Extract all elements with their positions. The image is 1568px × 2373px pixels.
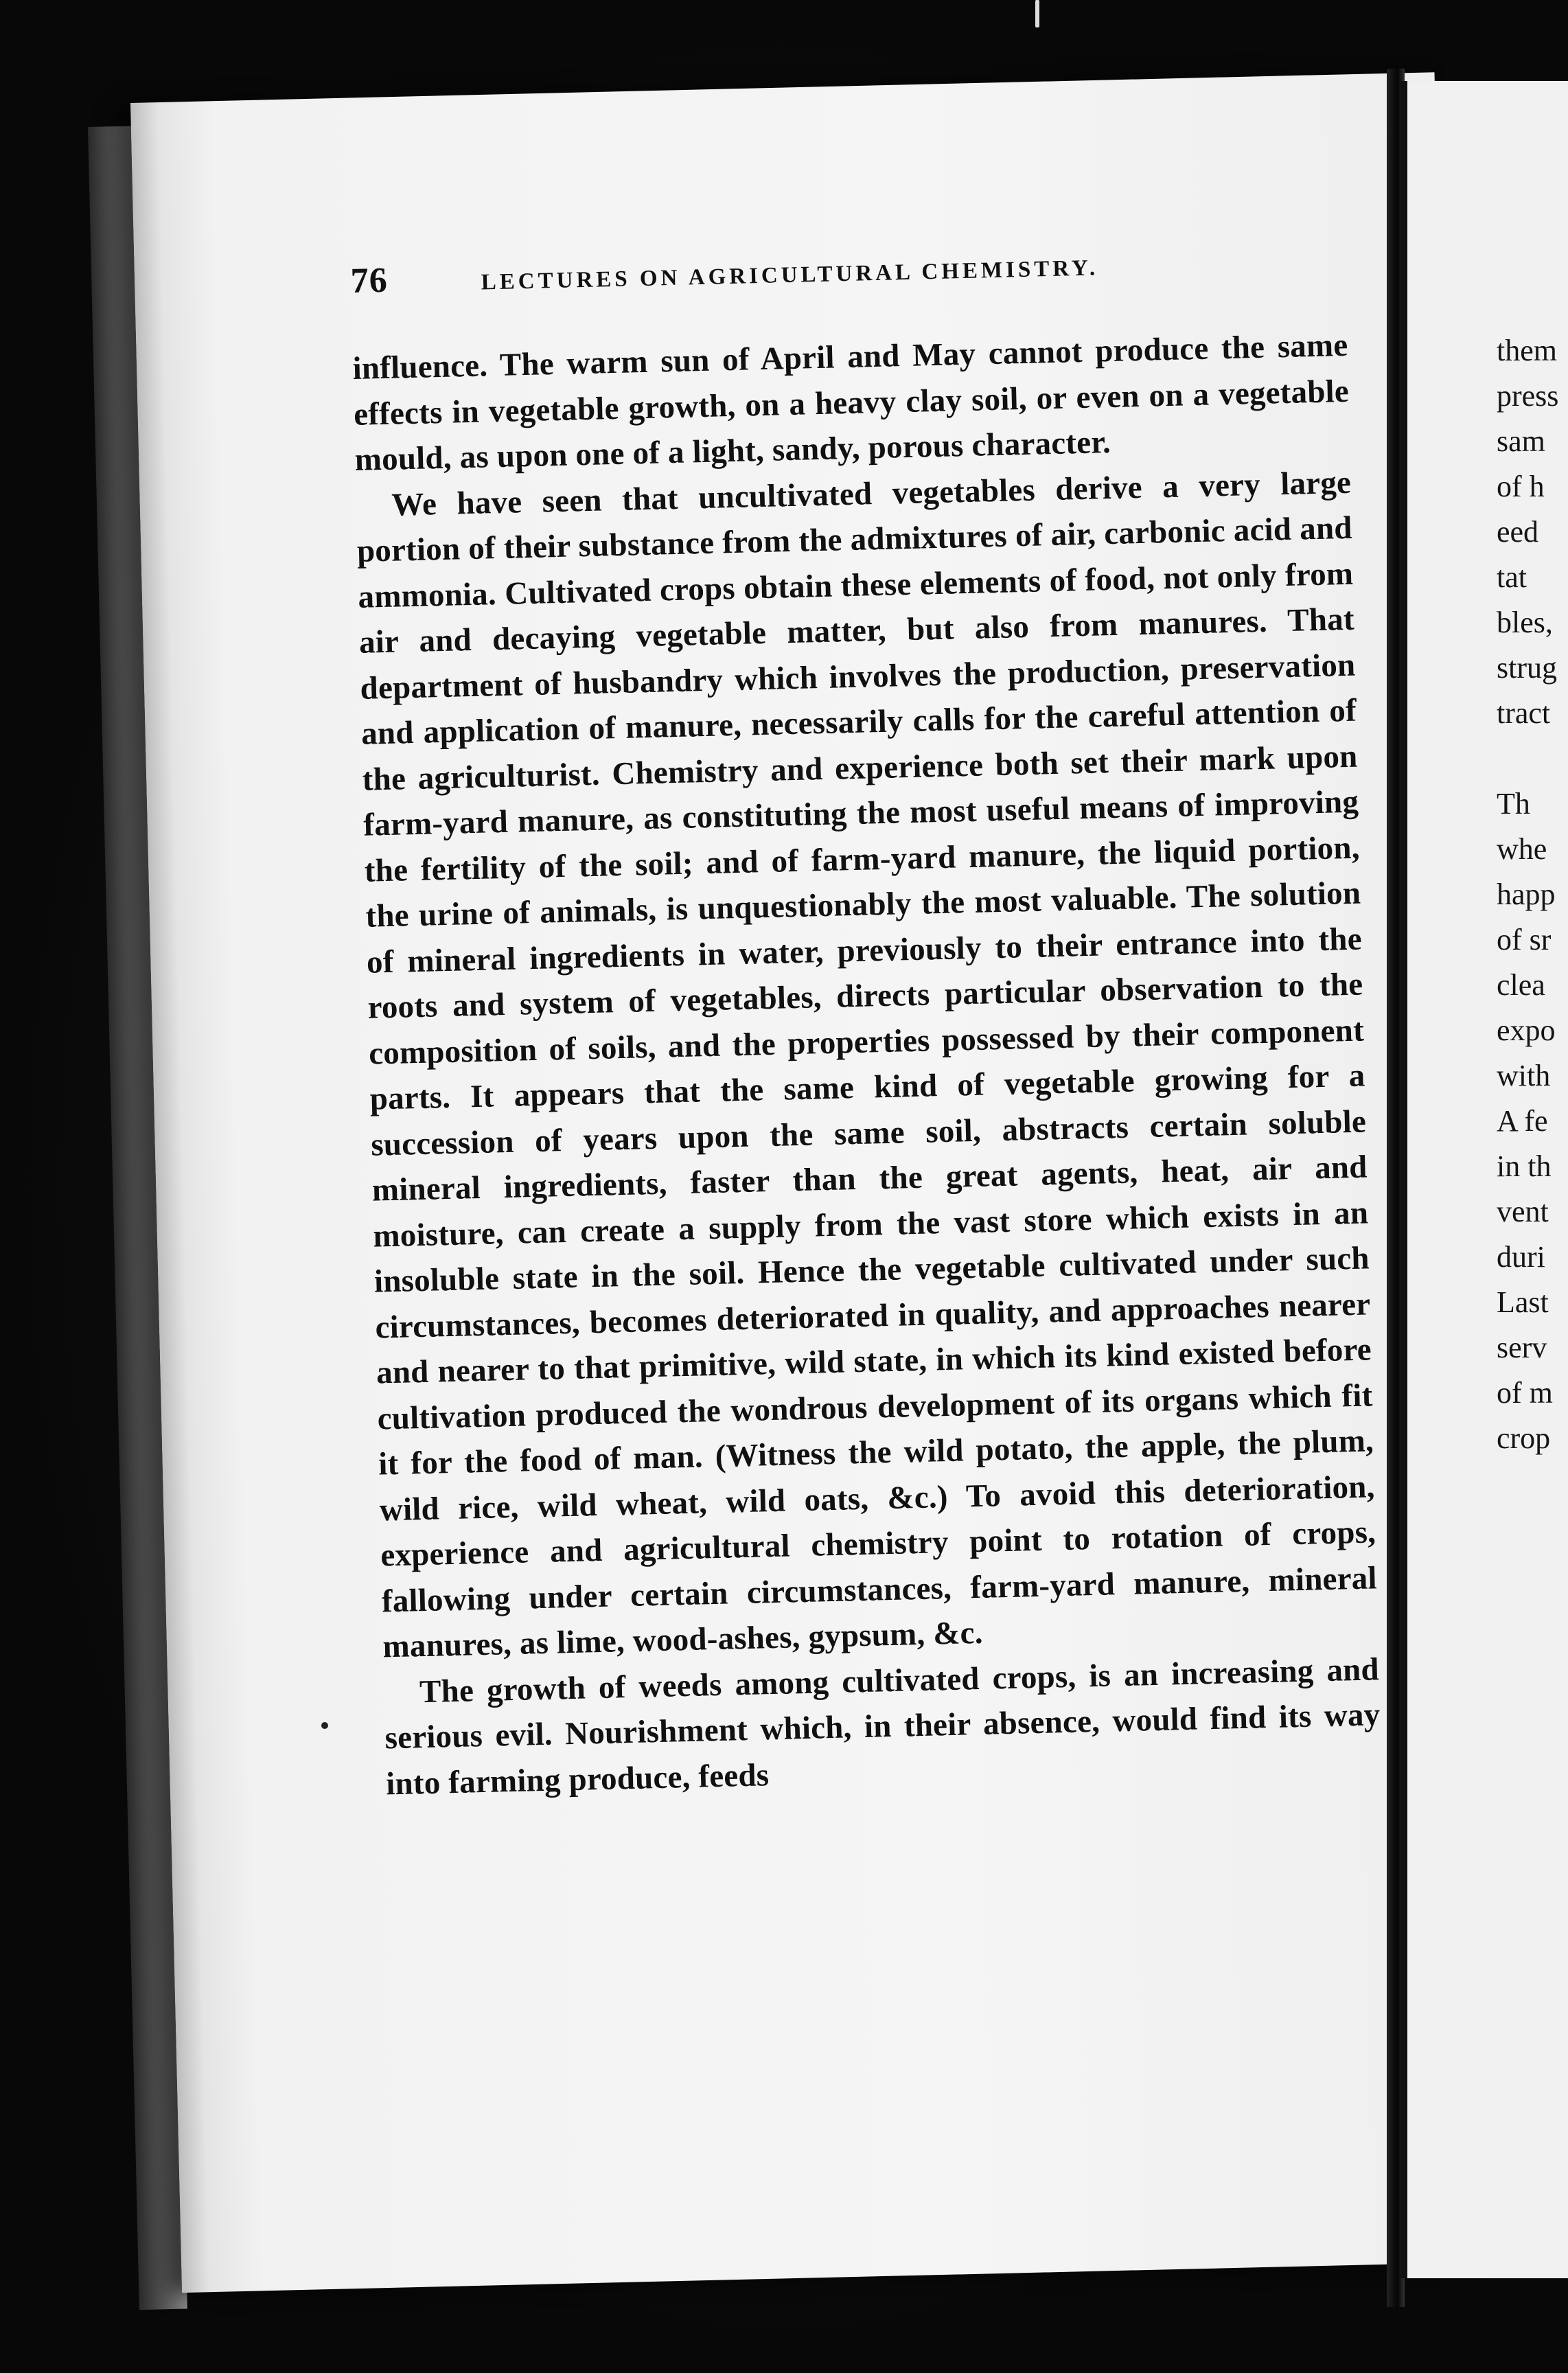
paragraph: influence. The warm sun of April and May cannot produce the same effects in vegetable growth, on a heavy clay soil, or even on a vegetable mould, as upon one of a light, sandy, porous character. (352, 327, 1350, 478)
facing-page-line: Th (1497, 787, 1530, 821)
facing-page-line: happ (1497, 878, 1556, 911)
facing-page-line: of m (1497, 1376, 1553, 1410)
facing-page-line: in th (1497, 1149, 1552, 1183)
facing-page-line: crop (1497, 1421, 1551, 1455)
page-number: 76 (350, 260, 389, 301)
facing-page-line: serv (1497, 1331, 1547, 1364)
facing-page-line: bles, (1497, 606, 1553, 639)
page-text-block (350, 238, 1382, 1807)
facing-page-line: eed (1497, 515, 1539, 549)
facing-page-line: of sr (1497, 923, 1552, 956)
facing-page-line: clea (1497, 968, 1545, 1002)
facing-page-line: tract (1497, 696, 1551, 730)
facing-page-line: Last (1497, 1285, 1549, 1319)
body-text (352, 323, 1382, 1807)
facing-page-text (1497, 328, 1568, 1461)
facing-page-line: whe (1497, 832, 1547, 866)
paragraph: We have seen that uncultivated vegetables derive a very large portion of their substance from the admixtures of air, carbonic acid and ammonia. Cultivated crops obtain these elements of food, not only from air and decaying vegetable matter, but also from manures. That department of husbandry which involves the production, preservation and application of manure, necessarily calls for the careful attention of the agriculturist. Chemistry and experience both set their mark upon farm-yard manure, as constituting the most useful means of improving the fertility of the soil; and of farm-yard manure, the liquid portion, the urine of animals, is unquestionably the most valuable. The solution of mineral ingredients in water, previously to their entrance into the roots and system of vegetables, directs particular observation to the composition of soils, and the properties possessed by their component parts. It appears that the same kind of vegetable growing for a succession of years upon the same soil, abstracts certain soluble mineral ingredients, faster than the great agents, heat, air and moisture, can create a supply from the vast store which exists in an insoluble state in the soil. Hence the vegetable cultivated under such circumstances, becomes deteriorated in quality, and approaches nearer and nearer to that primitive, wild state, in which its kind existed before cultivation produced the wondrous development of its organs which fit it for the food of man. (Witness the wild potato, the apple, the plum, wild rice, wild wheat, wild oats, &c.) To avoid this deterioration, experience and agricultural chemistry point to rotation of crops, fallowing under certain circumstances, farm-yard manure, mineral manures, as lime, wood-ashes, gypsum, &c. (356, 464, 1378, 1665)
facing-page-line: with (1497, 1059, 1551, 1092)
facing-page-line: strug (1497, 651, 1557, 685)
scan-speck (321, 1722, 328, 1729)
facing-page-line: vent (1497, 1195, 1549, 1228)
facing-page-line: duri (1497, 1240, 1545, 1274)
scan-speck (1035, 0, 1039, 27)
facing-page-line: A fe (1497, 1104, 1548, 1138)
facing-page-line: of h (1497, 470, 1545, 503)
facing-page-line: press (1497, 379, 1559, 413)
facing-page-line: tat (1497, 560, 1527, 594)
paragraph: The growth of weeds among cultivated crops, is an increasing and serious evil. Nourishment which, in their absence, would find its way into farming produce, feeds (384, 1651, 1381, 1802)
facing-page-line (1497, 736, 1568, 781)
facing-page-line: sam (1497, 424, 1545, 458)
running-head-title: LECTURES ON AGRICULTURAL CHEMISTRY. (481, 255, 1099, 295)
facing-page-line: expo (1497, 1013, 1556, 1047)
facing-page-line: them (1497, 334, 1557, 367)
